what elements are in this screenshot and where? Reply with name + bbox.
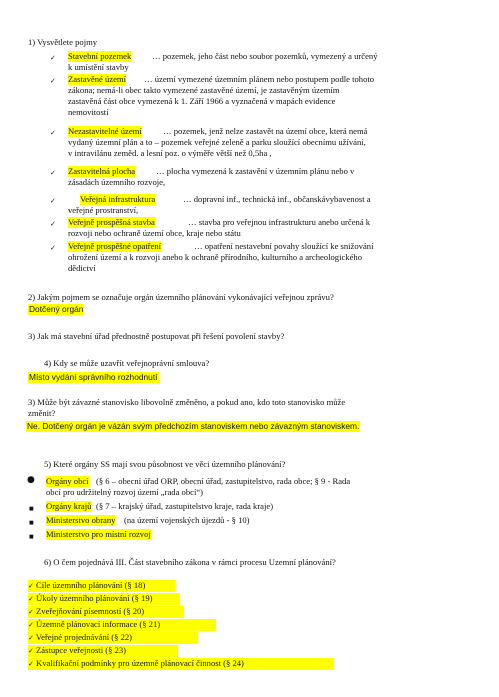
q2-text: 2) Jakým pojmem se označuje orgán územního plánování vykonávající veřejnou zprávu? [28,292,334,302]
check-icon: ✓ [28,634,34,642]
check-icon: ✓ [50,169,56,177]
q5-def-line: obcí pro udržitelný rozvoj území „rada obcí“) [46,487,204,497]
q1-def-line: dědictví [68,263,96,273]
check-icon: ✓ [50,129,56,137]
q6-item [28,606,184,618]
q6-item [28,619,216,631]
q6-item [28,632,198,644]
check-icon: ✓ [28,660,34,668]
q1-title: 1) Vysvětlete pojmy [28,37,98,47]
q3b-text-line: 3) Může být závazné stanovisko libovolně změněno, a pokud ano, kdo toto stanovisko může [28,397,346,407]
q6-item-label: Zveřejňování písemností (§ 20) [36,606,145,616]
q1-def-line: … stavba pro veřejnou infrastrukturu anebo určená k [188,217,371,227]
q5-def-line: (§ 6 – obecní úřad ORP, obecní úřad, zastupitelstvo, rada obce; § 9 - Rada [96,476,351,486]
q1-term: Stavební pozemek [68,51,132,61]
square-bullet-icon: ■ [29,506,34,512]
q5-term: Orgány krajů [46,501,92,511]
q6-item [28,658,334,670]
q2-answer: Dotčený orgán [29,304,84,314]
q1-term: Veřejná infrastruktura [80,194,156,204]
q1-term: Veřejně prospěšné opatření [68,241,162,251]
check-icon: ✓ [28,582,34,590]
square-bullet-icon: ■ [29,534,34,540]
q1-def-line: nemovitostí [68,107,109,117]
q1-term: Zastavitelná plocha [68,166,136,176]
q1-def-line: vydaný územní plán a to – pozemek veřejné zeleně a parku sloužící obecnímu užívání, [68,137,366,147]
check-icon: ✓ [50,54,56,62]
q5-text: 5) Které orgány SS mají svou působnost ve věci územního plánování? [44,459,286,469]
q1-def-line: ohrožení území a k rozvoji anebo k ochraně přírodního, kulturního a archeologického [68,252,362,262]
q1-term: Zastavěné území [68,74,126,84]
q6-item-label: Cíle územního plánování (§ 18) [36,580,146,590]
check-icon: ✓ [50,77,56,85]
q3b-answer: Ne. Dotčený orgán je vázán svým předchozím stanoviskem nebo závazným stanoviskem. [27,421,360,431]
q1-def-line: rozvoji nebo ochraně území obce, kraje nebo státu [68,228,241,238]
bullet-icon: ● [27,475,35,485]
q5-term: Ministerstvo obrany [46,515,116,525]
q5-term: Orgány obcí [46,476,89,486]
q1-def-line: veřejné prostranství, [68,205,139,215]
q1-term: Veřejně prospěšná stavba [68,217,155,227]
q4-answer: Místo vydání správního rozhodnutí [29,372,158,382]
q6-item [28,580,175,592]
q6-item-label: Územně plánovací informace (§ 21) [36,619,161,629]
q6-item-label: Zástupce veřejnosti (§ 23) [36,645,126,655]
check-icon: ✓ [50,197,56,205]
square-bullet-icon: ■ [29,520,34,526]
check-icon: ✓ [50,244,56,252]
check-icon: ✓ [28,647,34,655]
q1-def-line: … dopravní inf., technická inf., občanskávybavenost a [183,194,371,204]
q4-text: 4) Kdy se může uzavřít veřejnoprávní smlouva? [44,358,210,368]
check-icon: ✓ [28,595,34,603]
check-icon: ✓ [28,608,34,616]
q3b-text-line: změnit? [28,408,56,418]
q3-text: 3) Jak má stavební úřad přednostně postupovat při řešení povolení stavby? [28,331,285,341]
q1-def-line: … opatření nestavební povahy sloužící ke snižování [194,241,374,251]
q1-def-line: zásadách územního rozvoje, [68,177,166,187]
q1-def-line: … plocha vymezená k zastavění v územním plánu nebo v [156,166,355,176]
q6-text: 6) O čem pojednává III. Část stavebního zákona v rámci procesu Uzemní plánování? [44,557,336,567]
q1-def-line: zákona; nemá-li obec takto vymezené zastavěné území, je zastavěným územím [68,85,340,95]
q5-def-line: (§ 7 – krajský úřad, zastupitelstvo kraje, rada kraje) [96,501,274,511]
q1-def-line: k umístění stavby [68,62,129,72]
q1-term: Nezastavitelné území [68,126,142,136]
q6-item [28,645,178,657]
check-icon: ✓ [50,220,56,228]
q6-item-label: Veřejné projednávání (§ 22) [35,632,133,642]
q5-term: Ministerstvo pro místní rozvoj [46,529,151,539]
check-icon: ✓ [28,621,34,629]
q1-def-line: … pozemek, jeho část nebo soubor pozemků, vymezený a určený [152,51,378,61]
q1-def-line: v intravilánu zeměd. a lesní poz. o výměře větší než 0,5ha , [68,148,272,158]
q1-def-line: … území vymezené územním plánem nebo postupem podle tohoto [144,74,375,84]
q6-item-label: Kvalifikační podmínky pro územně plánovací činnost (§ 24) [36,658,244,668]
q1-def-line: zastavěná část obce vymezená k 1. Září 1966 a vyznačená v mapách evidence [68,96,336,106]
q1-def-line: … pozemek, jenž nelze zastavět na území obce, která nemá [163,126,368,136]
q6-item [28,593,180,605]
q6-item-label: Úkoly územního plánování (§ 19) [36,593,153,603]
q5-def-line: (na území vojenských újezdů - § 10) [124,515,250,525]
